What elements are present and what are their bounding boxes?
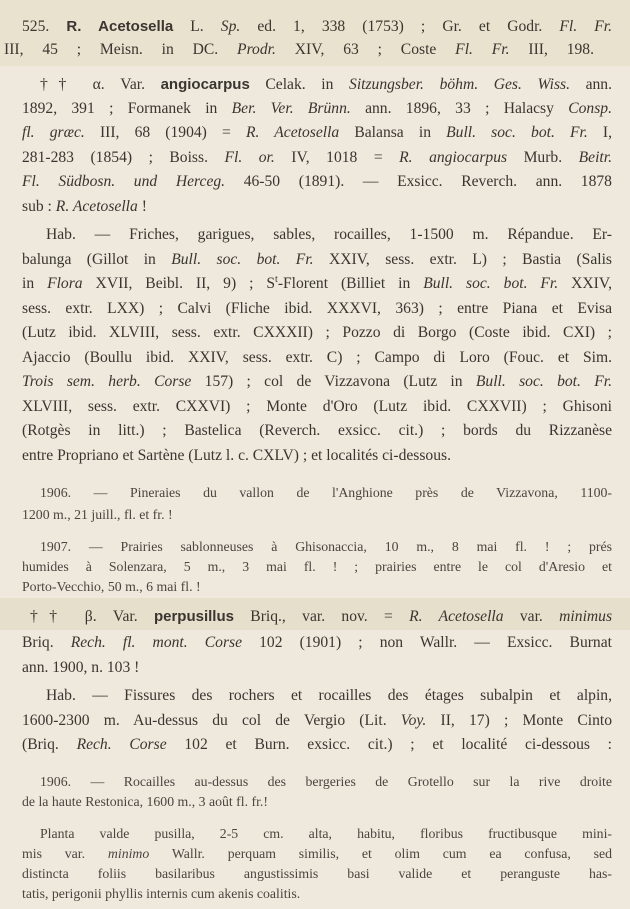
text-run: 1600-2300 m. Au-dessus du col de Vergio (Lit. (22, 712, 401, 729)
synonymy-line (22, 633, 612, 652)
text-run: Voy. (400, 712, 427, 729)
text-run: ann. (569, 76, 612, 93)
text-run: Rech. fl. mont. Corse (70, 634, 242, 651)
text-run: Bull. soc. bot. Fr. (475, 373, 612, 390)
habitat-line (22, 711, 612, 730)
text-run: minimo (107, 846, 150, 861)
text-run: var. (503, 608, 560, 625)
habitat-line (22, 372, 612, 391)
text-run: Porto-Vecchio, 50 m., 6 mai fl. ! (22, 579, 201, 594)
text-run: XIV, 63 ; Coste (275, 41, 456, 58)
text-run: minimus (559, 608, 612, 625)
observation-1906-line (40, 483, 612, 502)
text-run: R. angiocarpus (399, 149, 508, 166)
habitat-line (22, 446, 588, 465)
habitat-line (22, 735, 612, 754)
text-run: Briq. (22, 634, 71, 651)
text-run: XLVIII, sess. extr. CXXVI) ; Monte d'Oro (Lutz ibid. CXXVII) ; Ghisoni (22, 398, 612, 415)
text-run: perpusillus (153, 608, 234, 625)
text-run: balunga (Gillot in (22, 251, 172, 268)
text-run: Sp. (220, 18, 241, 35)
text-run: ann. 1896, 33 ; Halacsy (350, 100, 569, 117)
synonymy-line (22, 197, 612, 216)
text-run: 281-283 (1854) ; Boiss. (22, 149, 225, 166)
habitat-line (22, 323, 612, 342)
variety-heading-line (40, 75, 612, 94)
text-run: angiocarpus (160, 76, 250, 93)
latin-description-line (40, 824, 612, 843)
text-run: mis var. (22, 846, 108, 861)
text-run: Hab. — Friches, garigues, sables, rocailles, 1-1500 m. Répandue. Er- (46, 226, 612, 243)
text-run: ! (137, 198, 147, 215)
variety-heading-line (30, 607, 612, 626)
observation-1907-line (22, 577, 612, 596)
species-heading-line (22, 17, 612, 36)
text-run: Fl. Fr. (559, 18, 612, 35)
text-run: †† (30, 608, 69, 625)
text-run: †† (40, 76, 78, 93)
text-run: Hab. — Fissures des rochers et rocailles des étages subalpin et alpin, (46, 687, 612, 704)
text-run: Murb. (507, 149, 579, 166)
text-run: t (275, 274, 278, 285)
text-run: -Florent (Billiet in (277, 275, 424, 292)
text-run: entre Propriano et Sartène (Lutz l. c. CXLV) ; et localités ci-dessous. (22, 447, 451, 464)
text-run: Bull. soc. bot. Fr. (423, 275, 559, 292)
text-run: R. Acetosella (245, 124, 340, 141)
synonymy-line (22, 172, 612, 191)
text-run: sess. extr. LXX) ; Calvi (Fliche ibid. XXXVI, 363) ; entre Piana et Evisa (22, 300, 612, 317)
text-run: 1906. — Pineraies du vallon de l'Anghione près de Vizzavona, 1100- (40, 485, 612, 500)
text-run: XXIV, sess. extr. L) ; Bastia (Salis (313, 251, 612, 268)
text-run: 46-50 (1891). — Exsicc. Reverch. ann. 1878 (225, 173, 612, 190)
text-run: 157) ; col de Vizzavona (Lutz in (191, 373, 476, 390)
text-run: sub : (22, 198, 56, 215)
text-run: Balansa in (339, 124, 447, 141)
text-run: Beitr. (578, 149, 612, 166)
text-run: α. Var. (77, 76, 161, 93)
text-run: Wallr. perquam similis, et olim cum ea confusa, sed (149, 846, 612, 861)
text-run: XXIV, (558, 275, 612, 292)
text-run: Flora (47, 275, 83, 292)
habitat-line (22, 397, 612, 416)
text-run: de la haute Restonica, 1600 m., 3 août fl. fr.! (22, 794, 268, 809)
synonymy-line (22, 99, 612, 118)
synonymy-line (22, 658, 612, 677)
text-run: Celak. in (249, 76, 350, 93)
text-run: ed. 1, 338 (1753) ; Gr. et Godr. (240, 18, 560, 35)
text-run: β. Var. (68, 608, 154, 625)
latin-description-line (22, 844, 612, 863)
text-run: Fl. Südbosn. und Herceg. (22, 173, 226, 190)
text-run: Fl. or. (224, 149, 275, 166)
text-run: Trois sem. herb. Corse (22, 373, 192, 390)
text-run: 102 et Burn. exsicc. cit.) ; et localité ci-dessous : (166, 736, 612, 753)
text-run: II, 17) ; Monte Cinto (426, 712, 612, 729)
text-run: Briq., var. nov. = (233, 608, 410, 625)
observation-1906-line (22, 505, 612, 524)
latin-description-line (22, 864, 612, 883)
observation-1906-line (22, 792, 612, 811)
text-run: R. Acetosella (55, 198, 138, 215)
text-run: 1892, 391 ; Formanek in (22, 100, 232, 117)
text-run: Rech. Corse (76, 736, 167, 753)
text-run: 1906. — Rocailles au-dessus des bergeries de Grotello sur la rive droite (40, 774, 612, 789)
habitat-line (46, 225, 612, 244)
text-run: in (22, 275, 48, 292)
text-run: III, 45 ; Meisn. in DC. (4, 41, 238, 58)
text-run: 1200 m., 21 juill., fl. et fr. ! (22, 507, 173, 522)
text-run: (Rotgès in litt.) ; Bastelica (Reverch. exsicc. cit.) ; bords du Rizzanèse (22, 422, 612, 439)
observation-1907-line (40, 537, 612, 556)
text-run: R. Acetosella (66, 18, 174, 35)
text-run: Consp. (568, 100, 612, 117)
text-run: Ajaccio (Boullu ibid. XXIV, sess. extr. C) ; Campo di Loro (Fouc. et Sim. (22, 349, 612, 366)
text-run: 525. (22, 18, 67, 35)
text-run: 1907. — Prairies sablonneuses à Ghisonaccia, 10 m., 8 mai fl. ! ; prés (40, 539, 612, 554)
text-run: Fl. Fr. (455, 41, 510, 58)
text-run: IV, 1018 = (274, 149, 400, 166)
text-run: Bull. soc. bot. Fr. (446, 124, 588, 141)
text-run: Planta valde pusilla, 2-5 cm. alta, habitu, floribus fructibusque mini- (40, 826, 612, 841)
observation-1907-line (22, 557, 612, 576)
text-run: III, 68 (1904) = (84, 124, 246, 141)
text-run: R. Acetosella (409, 608, 504, 625)
text-run: Ber. Ver. Brünn. (231, 100, 351, 117)
text-run: I, (587, 124, 612, 141)
text-run: humides à Solenzara, 5 m., 3 mai fl. ! ; prairies entre le col d'Aresio et (22, 559, 612, 574)
habitat-line (22, 348, 612, 367)
habitat-line (22, 250, 612, 269)
text-run: (Briq. (22, 736, 77, 753)
text-run: Sitzungsber. böhm. Ges. Wiss. (349, 76, 570, 93)
species-synonymy-line (4, 40, 594, 59)
latin-description-line (22, 884, 612, 903)
text-run: ann. 1900, n. 103 ! (22, 659, 140, 676)
text-run: fl. græc. (22, 124, 85, 141)
habitat-line (22, 421, 612, 440)
text-run: Bull. soc. bot. Fr. (171, 251, 314, 268)
observation-1906-line (40, 772, 612, 791)
habitat-line (22, 299, 612, 318)
text-run: 102 (1901) ; non Wallr. — Exsicc. Burnat (242, 634, 612, 651)
text-run: distincta foliis basilaribus angustissimis basi valide et peranguste has- (22, 866, 612, 881)
habitat-line (46, 686, 612, 705)
text-run: XVII, Beibl. II, 9) ; S (82, 275, 276, 292)
habitat-line (22, 274, 612, 293)
text-run: (Lutz ibid. XLVIII, sess. extr. CXXXII) ; Pozzo di Borgo (Coste ibid. CXI) ; (22, 324, 612, 341)
synonymy-line (22, 148, 612, 167)
text-run: Prodr. (237, 41, 276, 58)
text-run: tatis, perigonii phyllis internis cum akenis coalitis. (22, 886, 301, 901)
text-run: III, 198. (509, 41, 594, 58)
synonymy-line (22, 123, 612, 142)
text-run: L. (173, 18, 221, 35)
